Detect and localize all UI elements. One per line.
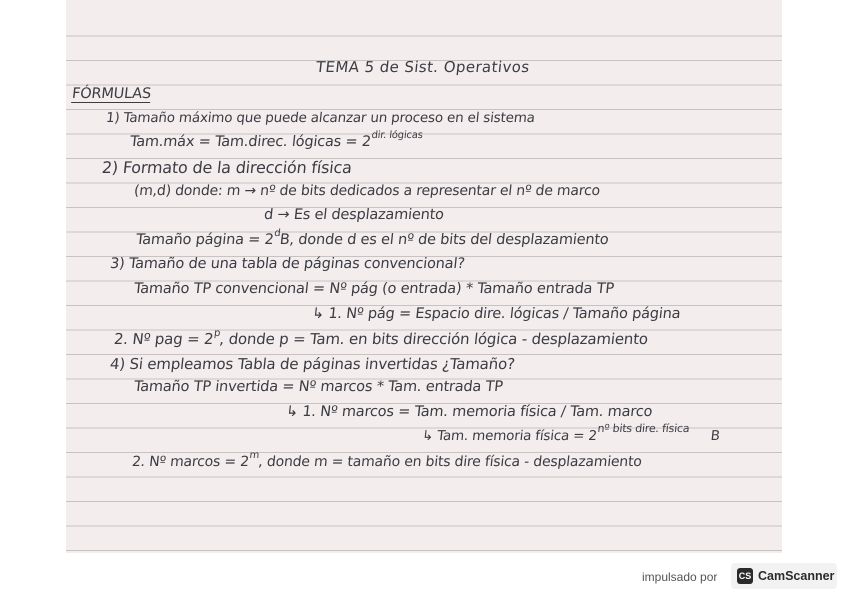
note-line-9: ↳ 1. Nº pág = Espacio dire. lógicas / Tamaño página [311,306,682,322]
note-line-6-text: Tamaño página = 2 [135,232,275,248]
formulas-heading: FÓRMULAS [71,86,152,102]
note-line-10-exponent: p [213,328,221,339]
powered-by-label: impulsado por [642,570,718,584]
note-line-12: Tamaño TP invertida = Nº marcos * Tam. entrada TP [133,379,504,395]
note-line-1: 1) Tamaño máximo que puede alcanzar un proceso en el sistema [105,110,536,126]
notes-title: TEMA 5 de Sist. Operativos [315,58,531,76]
note-line-2 [129,130,424,150]
note-line-2-text: Tam.máx = Tam.direc. lógicas = 2 [129,134,372,150]
note-line-15-exponent: m [248,450,260,461]
note-line-13: ↳ 1. Nº marcos = Tam. memoria física / Tam. marco [285,404,654,420]
note-line-4: (m,d) donde: m → nº de bits dedicados a representar el nº de marco [133,183,601,199]
note-line-7: 3) Tamaño de una tabla de páginas convencional? [109,256,466,272]
note-line-10-text-b: , donde p = Tam. en bits dirección lógica - desplazamiento [218,330,649,348]
note-line-10-text: 2. Nº pag = 2 [113,330,215,348]
note-line-6-text-b: B, donde d es el nº de bits del desplazamiento [278,232,610,248]
camscanner-brand: CamScanner [758,569,835,583]
note-line-14-text: ↳ Tam. memoria física = 2 [421,428,598,444]
note-line-15-text-b: , donde m = tamaño en bits dire física - desplazamiento [257,454,643,470]
note-line-2-exponent: dir. lógicas [370,130,424,141]
note-line-6-exponent: d [273,228,282,239]
note-line-5: d → Es el desplazamiento [263,207,445,223]
note-line-15-text: 2. Nº marcos = 2 [131,454,250,470]
note-line-10 [113,330,649,348]
camscanner-badge[interactable] [731,563,837,589]
note-line-8: Tamaño TP convencional = Nº pág (o entrada) * Tamaño entrada TP [133,281,615,297]
note-line-14 [421,422,721,444]
note-line-14-exponent: nº bits dire. física [596,422,691,435]
note-line-11: 4) Si empleamos Tabla de páginas invertidas ¿Tamaño? [109,355,516,373]
note-line-14-unit: B [709,428,721,444]
note-line-15 [131,450,643,470]
note-line-6 [135,228,610,248]
notebook-page [66,0,782,553]
camscanner-logo-icon: CS [737,568,753,584]
note-line-3: 2) Formato de la dirección física [101,158,353,177]
